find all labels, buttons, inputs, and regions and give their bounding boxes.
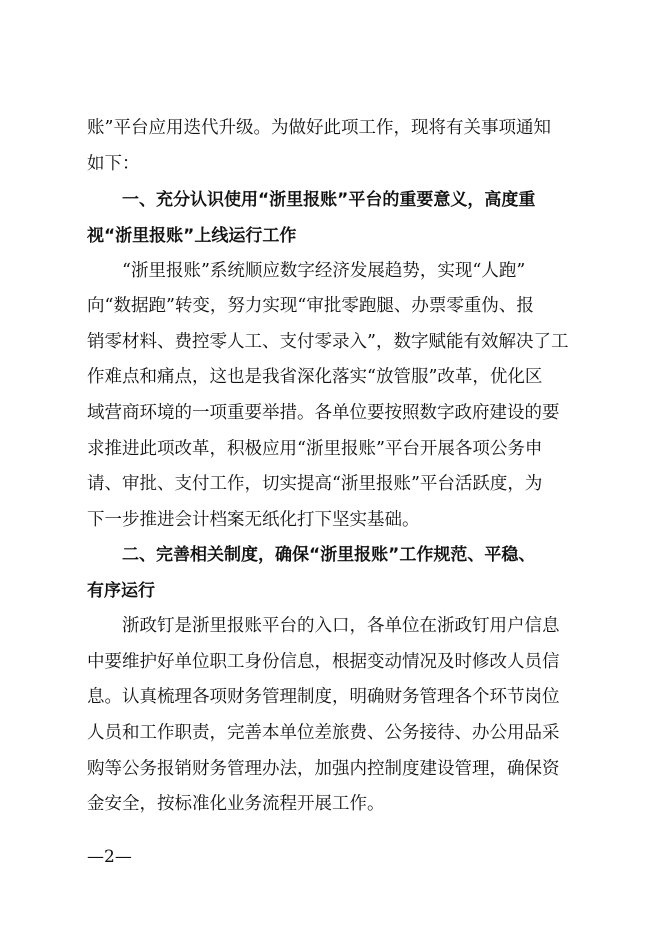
section-heading: 视“浙里报账”上线运行工作 bbox=[87, 226, 297, 246]
paragraph-line: 作难点和痛点，这也是我省深化落实“放管服”改革，优化区 bbox=[87, 367, 543, 387]
paragraph-line: 请、审批、支付工作，切实提高“浙里报账”平台活跃度，为 bbox=[87, 474, 543, 494]
page-number: —2— bbox=[87, 847, 132, 867]
paragraph-line: 销零材料、费控零人工、支付零录入”，数字赋能有效解决了工 bbox=[87, 332, 569, 352]
paragraph-line: 下一步推进会计档案无纸化打下坚实基础。 bbox=[87, 510, 420, 530]
paragraph-line: 浙政钉是浙里报账平台的入口，各单位在浙政钉用户信息 bbox=[122, 616, 560, 636]
paragraph-line: 域营商环境的一项重要举措。各单位要按照数字政府建设的要 bbox=[87, 403, 560, 423]
paragraph-line: 如下： bbox=[87, 154, 140, 174]
paragraph-line: 账”平台应用迭代升级。为做好此项工作，现将有关事项通知 bbox=[87, 118, 551, 138]
paragraph-line: 向“数据跑”转变，努力实现“审批零跑腿、办票零重伪、报 bbox=[87, 296, 534, 316]
paragraph-line: 购等公务报销财务管理办法，加强内控制度建设管理，确保资 bbox=[87, 759, 560, 779]
paragraph-line: “浙里报账”系统顺应数字经济发展趋势，实现“人跑” bbox=[122, 261, 526, 281]
section-heading: 有序运行 bbox=[87, 581, 155, 601]
paragraph-line: 人员和工作职责，完善本单位差旅费、公务接待、办公用品采 bbox=[87, 723, 560, 743]
section-heading: 二、完善相关制度，确保“浙里报账”工作规范、平稳、 bbox=[122, 545, 536, 565]
paragraph-line: 求推进此项改革，积极应用“浙里报账”平台开展各项公务申 bbox=[87, 439, 543, 459]
paragraph-line: 中要维护好单位职工身份信息，根据变动情况及时修改人员信 bbox=[87, 652, 560, 672]
paragraph-line: 金安全，按标准化业务流程开展工作。 bbox=[87, 794, 385, 814]
paragraph-line: 息。认真梳理各项财务管理制度，明确财务管理各个环节岗位 bbox=[87, 687, 560, 707]
section-heading: 一、充分认识使用“浙里报账”平台的重要意义，高度重 bbox=[122, 190, 536, 210]
